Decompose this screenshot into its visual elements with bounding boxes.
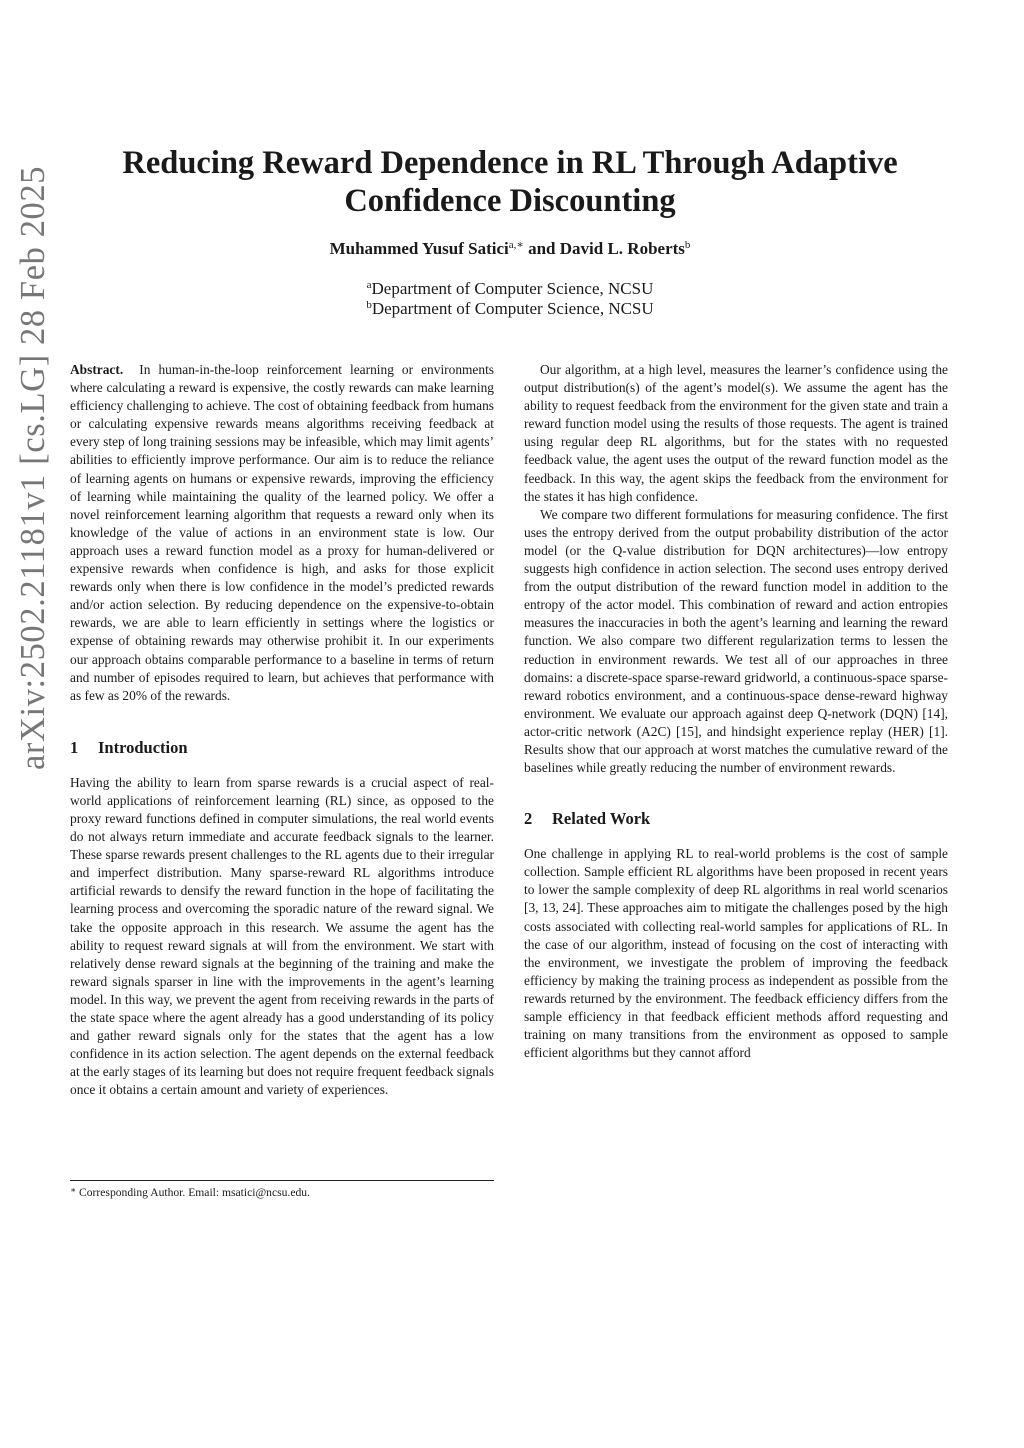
affiliation-line bbox=[60, 299, 960, 319]
section-heading-related-work bbox=[524, 809, 948, 829]
author-affiliation-mark: a,∗ bbox=[508, 239, 524, 251]
footnote bbox=[70, 1185, 494, 1200]
abstract-label: Abstract. bbox=[70, 362, 124, 377]
intro-paragraph-1: Having the ability to learn from sparse rewards is a crucial aspect of real-world applications of reinforcement learning (RL) since, as opposed to the proxy reward functions defined in computer simulations, the real world events do not always return immediate and accurate feedback signals to the learner. These sparse rewards present challenges to the RL agents due to their irregular and imperfect distribution. Many sparse-reward RL algorithms introduce artificial rewards to densify the reward function in the hope of facilitating the learning process and overcoming the sporadic nature of the reward signal. We take the opposite approach in this research. We assume the agent has the ability to request reward signals at will from the environment. We start with relatively dense reward signals at the beginning of the training and make the reward signals sparser in line with the improvements in the agent’s learning model. In this way, we prevent the agent from receiving rewards in the parts of the state space where the agent already has a good understanding of its policy and gather reward signals only for the states that the agent has a low confidence in its action selection. The agent depends on the external feedback at the early stages of its learning but does not require frequent feedback signals once it obtains a certain amount and variety of experiences. bbox=[70, 774, 494, 1098]
author-affiliation-mark: b bbox=[684, 239, 691, 251]
section-number: 2 bbox=[524, 809, 533, 829]
abstract bbox=[70, 361, 494, 705]
arxiv-identifier: arXiv:2502.21181v1 [cs.LG] 28 Feb 2025 bbox=[14, 165, 52, 770]
footnote-mark: ∗ bbox=[70, 1185, 77, 1195]
section-title: Related Work bbox=[552, 809, 651, 829]
affiliations bbox=[60, 279, 960, 319]
section-number: 1 bbox=[70, 737, 79, 757]
affiliation-text: Department of Computer Science, NCSU bbox=[371, 279, 654, 298]
related-work-paragraph-1: One challenge in applying RL to real-world problems is the cost of sample collection. Sample efficient RL algorithms have been proposed in recent years to lower the sample complexity of deep RL algorithms in real world scenarios [3, 13, 24]. These approaches aim to mitigate the challenges posed by the high costs associated with collecting real-world samples for applications of RL. In the case of our algorithm, instead of focusing on the cost of interacting with the environment, we investigate the problem of improving the feedback efficiency by making the training process as independent as possible from the rewards returned by the environment. The feedback efficiency differs from the sample efficiency in that feedback efficient methods afford requesting and training on many transitions from the environment as opposed to sample efficient algorithms but they cannot afford bbox=[524, 846, 948, 1061]
footnote-text: Corresponding Author. Email: msatici@ncsu.edu. bbox=[79, 1186, 310, 1199]
author-connector: and bbox=[523, 239, 560, 258]
section-heading-introduction bbox=[70, 738, 494, 758]
affiliation-mark: a bbox=[366, 279, 372, 291]
left-column bbox=[70, 361, 494, 1099]
section-title: Introduction bbox=[98, 737, 188, 757]
intro-paragraph-3: We compare two different formulations for measuring confidence. The first uses the entropy derived from the output probability distribution of the actor model (or the Q-value distribution for DQN architectures)—low entropy suggests high confidence in action selection. The second uses entropy derived from the output distribution of the reward function model in addition to the entropy of the actor model. This combination of reward and action entropies measures the inaccuracies in both the agent’s learning and learning the reward function. We also compare two different regularization terms to lessen the reduction in environment rewards. We test all of our approaches in three domains: a discrete-space sparse-reward gridworld, a continuous-space sparse-reward robotics environment, and a continuous-space dense-reward highway environment. We evaluate our approach against deep Q-network (DQN) [14], actor-critic network (A2C) [15], and hindsight experience replay (HER) [1]. Results show that our approach at worst matches the cumulative reward of the baselines while greatly reducing the number of environment rewards. bbox=[524, 506, 948, 776]
intro-paragraph-2: Our algorithm, at a high level, measures the learner’s confidence using the output distribution(s) of the agent’s model(s). We assume the agent has the ability to request feedback from the environment for the given state and train a reward function model using the results of those requests. The agent is trained using regular deep RL algorithms, but for the states with no requested feedback value, the agent uses the output of the reward function model as the feedback. In this way, the agent skips the feedback from the environment for the states it has high confidence. bbox=[524, 362, 948, 504]
footnote-divider bbox=[70, 1180, 494, 1181]
affiliation-mark: b bbox=[366, 299, 372, 311]
author-line bbox=[60, 238, 960, 260]
affiliation-text: Department of Computer Science, NCSU bbox=[371, 299, 654, 318]
right-column bbox=[524, 361, 948, 1062]
affiliation-line bbox=[60, 279, 960, 299]
author-name: Muhammed Yusuf Satici bbox=[329, 239, 509, 258]
paper-title: Reducing Reward Dependence in RL Through Adaptive Confidence Discounting bbox=[122, 145, 898, 219]
abstract-text: In human-in-the-loop reinforcement learning or environments where calculating a reward is expensive, the costly rewards can make learning efficiency challenging to achieve. The cost of obtaining feedback from humans or calculating expensive rewards means algorithms receiving feedback at every step of long training sessions may be infeasible, which may limit agents’ abilities to efficiently improve performance. Our aim is to reduce the reliance of learning agents on humans or expensive rewards, improving the efficiency of learning while maintaining the quality of the learned policy. We offer a novel reinforcement learning algorithm that requests a reward only when its knowledge of the value of actions in an environment state is low. Our approach uses a reward function model as a proxy for human-delivered or expensive rewards when confidence is high, and asks for those explicit rewards only when there is low confidence in the model’s predicted rewards and/or action selection. By reducing dependence on the expensive-to-obtain rewards, we are able to learn efficiently in settings where the logistics or expense of obtaining rewards may otherwise prohibit it. In our experiments our approach obtains comparable performance to a baseline in terms of return and number of episodes required to learn, but achieves that performance with as few as 20% of the rewards. bbox=[70, 362, 494, 703]
author-name: David L. Roberts bbox=[559, 239, 685, 258]
